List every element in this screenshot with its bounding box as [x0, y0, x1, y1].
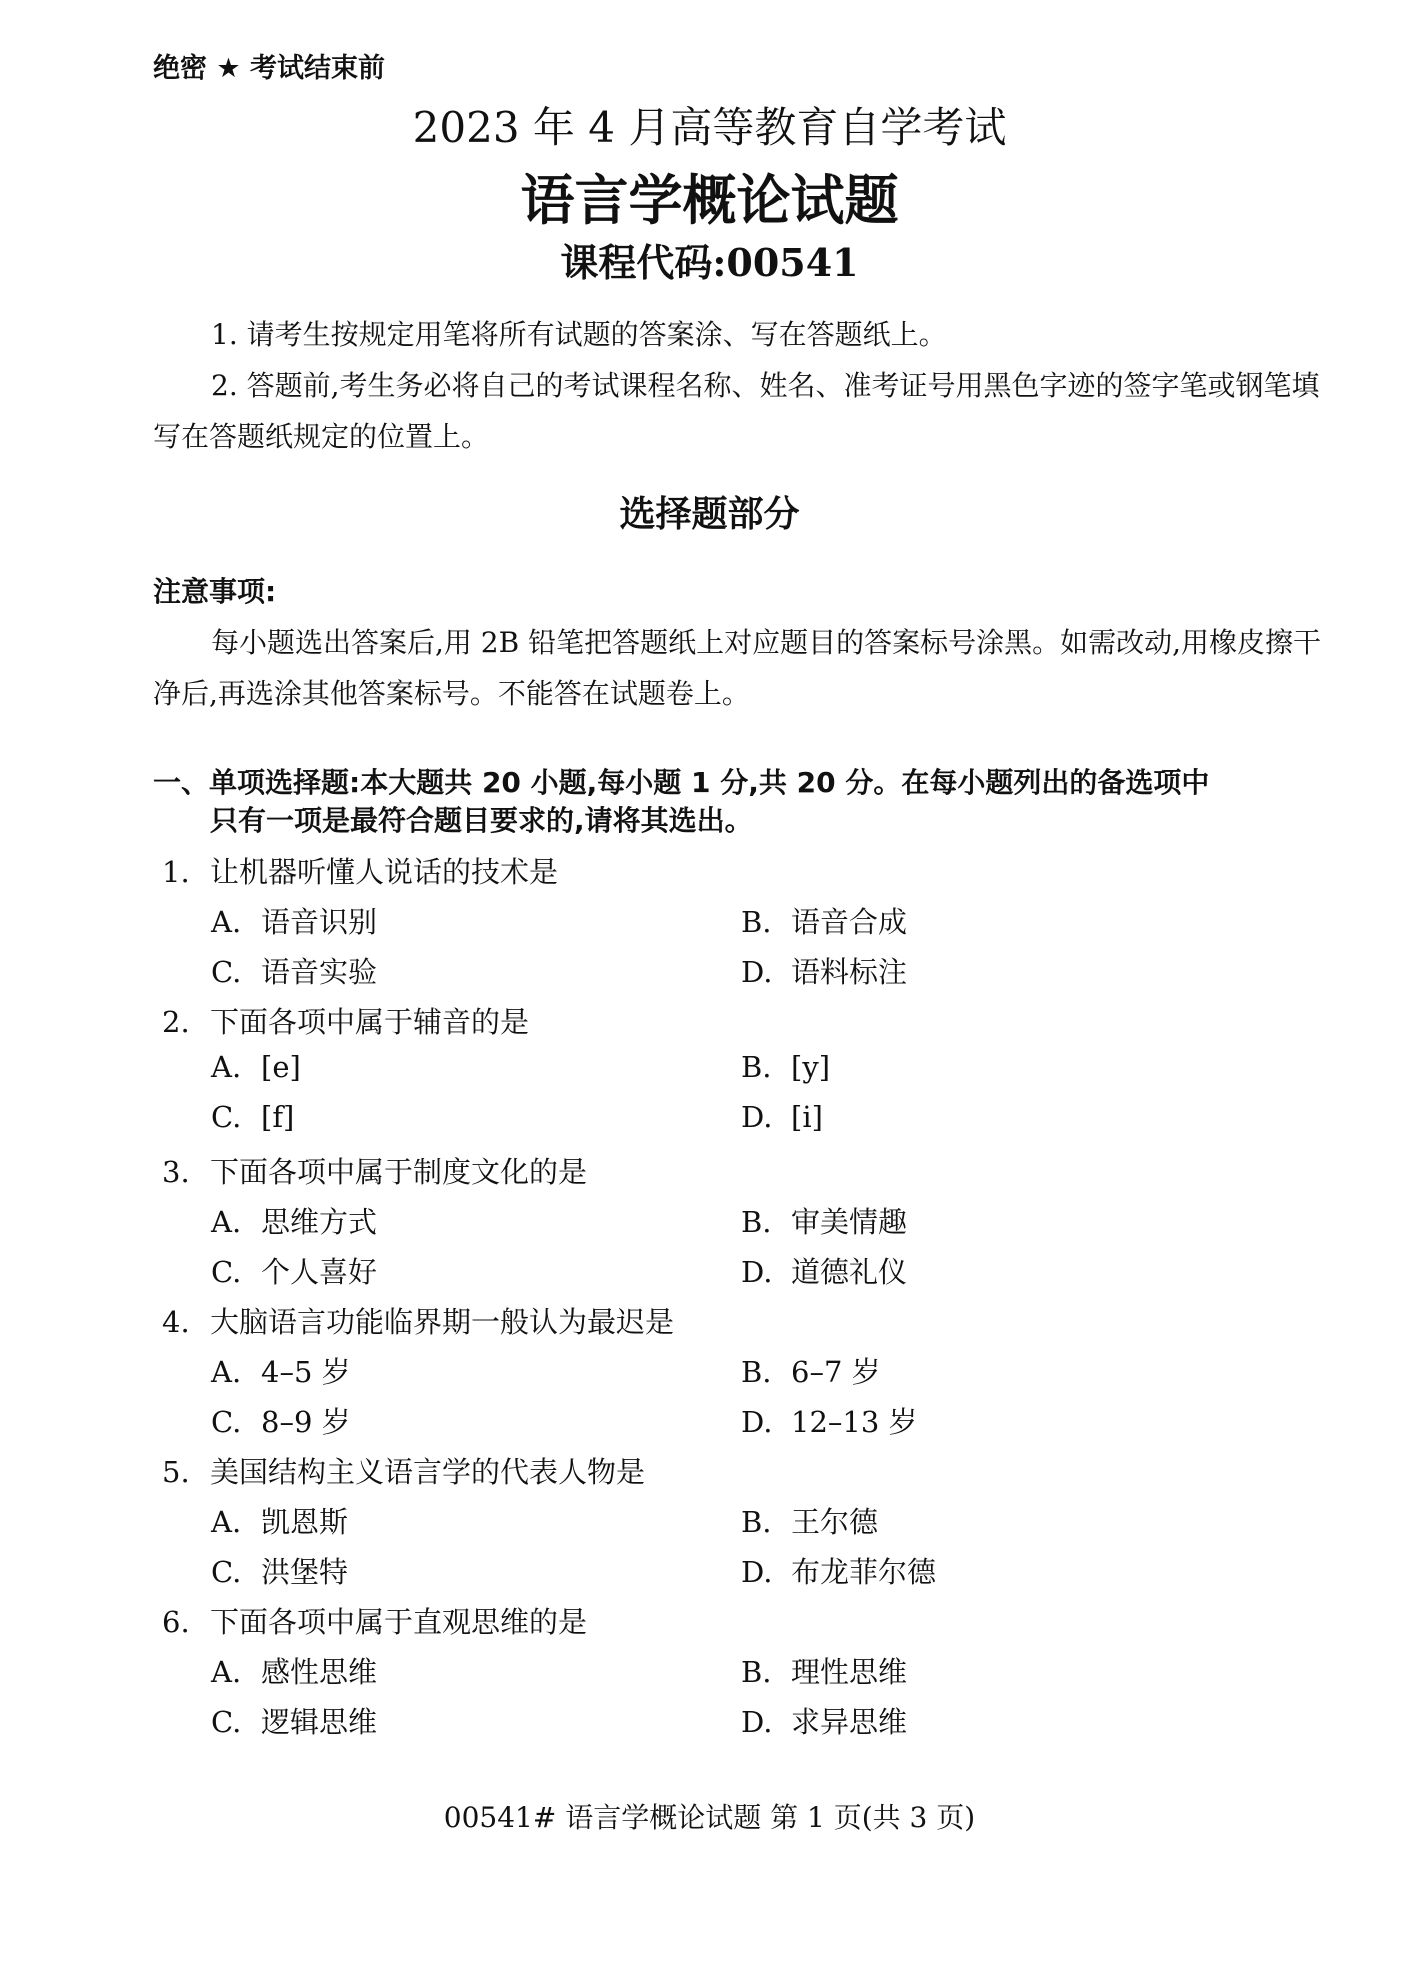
option-3c: [211, 1250, 377, 1291]
option-letter: D.: [741, 1405, 773, 1439]
option-letter: A.: [211, 1050, 242, 1084]
instruction-2: 2. 答题前,考生务必将自己的考试课程名称、姓名、准考证号用黑色字迹的签字笔或钢笔填写在答题纸规定的位置上。: [153, 369, 1320, 453]
option-text: 语料标注: [791, 955, 908, 989]
option-letter: B.: [741, 1655, 772, 1689]
option-text: [i]: [791, 1100, 823, 1134]
option-4a: [211, 1350, 351, 1391]
notice-text: 每小题选出答案后,用 2B 铅笔把答题纸上对应题目的答案标号涂黑。如需改动,用橡皮擦干净后,再选涂其他答案标号。不能答在试题卷上。: [153, 626, 1321, 710]
option-letter: C.: [211, 955, 242, 989]
option-text: [f]: [261, 1100, 295, 1134]
instruction-1: 1. 请考生按规定用笔将所有试题的答案涂、写在答题纸上。: [211, 318, 947, 351]
option-text: 4–5 岁: [261, 1355, 351, 1389]
option-letter: C.: [211, 1705, 242, 1739]
confidential-mark: 绝密 ★ 考试结束前: [153, 53, 386, 84]
question-text: 下面各项中属于直观思维的是: [210, 1605, 588, 1639]
option-letter: A.: [211, 1505, 242, 1539]
option-text: 布龙菲尔德: [791, 1555, 937, 1589]
option-text: 思维方式: [261, 1205, 378, 1239]
option-letter: B.: [741, 1505, 772, 1539]
question-number: 3.: [162, 1155, 190, 1189]
option-text: 凯恩斯: [261, 1505, 349, 1539]
option-letter: C.: [211, 1405, 242, 1439]
option-letter: C.: [211, 1100, 242, 1134]
question-2: [162, 1000, 529, 1041]
option-text: 王尔德: [791, 1505, 879, 1539]
question-1: [162, 850, 558, 891]
option-2b: [741, 1050, 830, 1084]
option-2d: [741, 1100, 823, 1134]
option-text: 语音实验: [261, 955, 378, 989]
option-letter: B.: [741, 905, 772, 939]
question-number: 4.: [162, 1305, 190, 1339]
option-text: 12–13 岁: [791, 1405, 918, 1439]
option-text: 6–7 岁: [791, 1355, 881, 1389]
option-text: 审美情趣: [791, 1205, 908, 1239]
option-5d: [741, 1550, 936, 1591]
option-text: 8–9 岁: [261, 1405, 351, 1439]
notice-label: 注意事项:: [153, 575, 277, 608]
option-letter: A.: [211, 1655, 242, 1689]
option-letter: A.: [211, 1355, 242, 1389]
option-letter: A.: [211, 1205, 242, 1239]
option-1c: [211, 950, 377, 991]
option-1a: [211, 900, 377, 941]
question-text: 下面各项中属于制度文化的是: [210, 1155, 588, 1189]
option-letter: D.: [741, 1255, 773, 1289]
option-text: 个人喜好: [261, 1255, 378, 1289]
question-text: 大脑语言功能临界期一般认为最迟是: [210, 1305, 675, 1339]
option-letter: D.: [741, 955, 773, 989]
option-text: 逻辑思维: [261, 1705, 378, 1739]
option-text: 求异思维: [791, 1705, 908, 1739]
option-4c: [211, 1400, 351, 1441]
option-6a: [211, 1650, 377, 1691]
section-title: 选择题部分: [619, 494, 800, 535]
part1-heading-line2: 只有一项是最符合题目要求的,请将其选出。: [210, 804, 753, 837]
option-letter: D.: [741, 1705, 773, 1739]
option-letter: D.: [741, 1100, 773, 1134]
option-6c: [211, 1700, 377, 1741]
paper-title: 语言学概论试题: [520, 169, 899, 232]
option-2a: [211, 1050, 301, 1084]
course-code: 课程代码:00541: [560, 240, 859, 285]
part1-heading-line1: 一、单项选择题:本大题共 20 小题,每小题 1 分,共 20 分。在每小题列出的备选项中: [153, 766, 1210, 799]
question-3: [162, 1150, 587, 1191]
question-text: 让机器听懂人说话的技术是: [210, 855, 559, 889]
option-2c: [211, 1100, 294, 1134]
page-footer: 00541# 语言学概论试题 第 1 页(共 3 页): [443, 1801, 976, 1834]
option-text: 语音识别: [261, 905, 378, 939]
option-letter: B.: [741, 1205, 772, 1239]
option-6d: [741, 1700, 907, 1741]
option-text: 感性思维: [261, 1655, 378, 1689]
option-3a: [211, 1200, 377, 1241]
option-text: 道德礼仪: [791, 1255, 908, 1289]
option-5a: [211, 1500, 348, 1541]
option-letter: B.: [741, 1050, 772, 1084]
option-text: [y]: [791, 1050, 831, 1084]
option-text: 洪堡特: [261, 1555, 349, 1589]
question-text: 下面各项中属于辅音的是: [210, 1005, 530, 1039]
option-4b: [741, 1350, 881, 1391]
exam-title: 2023 年 4 月高等教育自学考试: [412, 103, 1007, 152]
option-text: 语音合成: [791, 905, 908, 939]
option-letter: D.: [741, 1555, 773, 1589]
option-6b: [741, 1650, 907, 1691]
question-number: 5.: [162, 1455, 190, 1489]
option-letter: A.: [211, 905, 242, 939]
option-5c: [211, 1550, 348, 1591]
question-number: 6.: [162, 1605, 190, 1639]
option-letter: B.: [741, 1355, 772, 1389]
option-1d: [741, 950, 907, 991]
option-3b: [741, 1200, 907, 1241]
question-6: [162, 1600, 587, 1641]
question-text: 美国结构主义语言学的代表人物是: [210, 1455, 646, 1489]
question-number: 1.: [162, 855, 190, 889]
option-3d: [741, 1250, 907, 1291]
option-4d: [741, 1400, 918, 1441]
question-4: [162, 1300, 674, 1341]
question-5: [162, 1450, 645, 1491]
option-1b: [741, 900, 907, 941]
part1-heading: [153, 764, 1273, 840]
option-letter: C.: [211, 1255, 242, 1289]
option-text: [e]: [261, 1050, 301, 1084]
question-number: 2.: [162, 1005, 190, 1039]
option-letter: C.: [211, 1555, 242, 1589]
option-5b: [741, 1500, 878, 1541]
option-text: 理性思维: [791, 1655, 908, 1689]
